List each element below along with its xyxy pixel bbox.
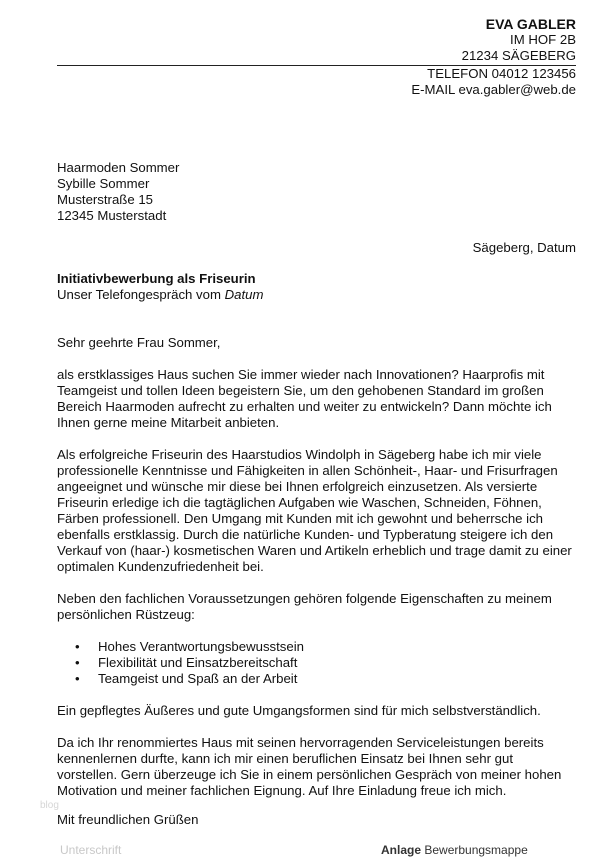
paragraph-appearance: Ein gepflegtes Äußeres und gute Umgangsformen sind für mich selbstverständlich. [57, 703, 541, 718]
enclosure-note [381, 842, 528, 858]
sender-phone: TELEFON 04012 123456 [427, 66, 576, 81]
subject-block [57, 271, 263, 303]
subject-reference-text: Unser Telefongespräch vom [57, 287, 225, 302]
signature-placeholder: Unterschrift [60, 843, 122, 857]
enclosure-label: Anlage [381, 843, 422, 857]
sender-city: 21234 SÄGEBERG [461, 48, 576, 63]
recipient-address [57, 160, 179, 224]
paragraph-experience: Als erfolgreiche Friseurin des Haarstudios Windolph in Sägeberg habe ich mir viele professionelle Kenntnisse und Fähigkeiten in allen Schönheit-, Haar- und Frisurfragen angeeignet und wünsche mir diese bei Ihnen erfolgreich einzusetzen. Als versierte Friseurin erledige ich die tagtäglichen Aufgaben wie Waschen, Schneiden, Föhnen, Färben professionell. Den Umgang mit Kunden mit ich gewohnt und beherrsche ich ebenfalls erstklassig. Durch die natürliche Kunden- und Typberatung steigere ich den Verkauf von (haar-) kosmetischen Waren und Artikeln erheblich und trage damit zu einer optimalen Kundenzufriedenheit bei. [57, 447, 572, 574]
paragraph-qualities: Neben den fachlichen Voraussetzungen gehören folgende Eigenschaften zu meinem persönlichen Rüstzeug: [57, 591, 552, 622]
sender-name: EVA GABLER [485, 16, 576, 32]
paragraph-intro: als erstklassiges Haus suchen Sie immer wieder nach Innovationen? Haarprofis mit Teamgeist und tollen Ideen begeistern Sie, um den gehobenen Standard im großen Bereich Haarmoden aufrecht zu erhalten und weiter zu entwickeln? Dann möchte ich Ihnen gerne meine Mitarbeit anbieten. [57, 367, 552, 430]
recipient-person: Sybille Sommer [57, 176, 150, 191]
recipient-company: Haarmoden Sommer [57, 160, 180, 175]
footer [0, 842, 600, 857]
closing-formula: Mit freundlichen Grüßen [57, 812, 199, 827]
recipient-city: 12345 Musterstadt [57, 208, 167, 223]
sender-street: IM HOF 2B [510, 32, 576, 47]
recipient-street: Musterstraße 15 [57, 192, 154, 207]
paragraph-closing: Da ich Ihr renommiertes Haus mit seinen hervorragenden Serviceleistungen bereits kennenlernen durfte, kann ich mir einen beruflichen Einsatz bei Ihnen sehr gut vorstellen. Gern überzeuge ich Sie in einem persönlichen Gespräch von meiner hohen Motivation und meiner fachlichen Eignung. Auf Ihre Einladung freue ich mich. [57, 735, 562, 798]
list-item: • Hohes Verantwortungsbewusstsein [57, 639, 576, 655]
enclosure-text: Bewerbungsmappe [421, 843, 528, 857]
salutation: Sehr geehrte Frau Sommer, [57, 335, 221, 350]
letter-body [57, 335, 576, 815]
list-item: • Teamgeist und Spaß an der Arbeit [57, 671, 576, 687]
qualities-list [57, 639, 576, 687]
subject-reference-date: Datum [224, 287, 264, 302]
subject-reference [57, 287, 263, 303]
sender-email: E-MAIL eva.gabler@web.de [411, 82, 576, 97]
sender-block [462, 16, 576, 64]
watermark: blog [40, 800, 59, 811]
list-item: • Flexibilität und Einsatzbereitschaft [57, 655, 576, 671]
place-date: Sägeberg, Datum [472, 240, 576, 255]
subject-title: Initiativbewerbung als Friseurin [57, 271, 256, 286]
sender-contact [411, 66, 576, 98]
